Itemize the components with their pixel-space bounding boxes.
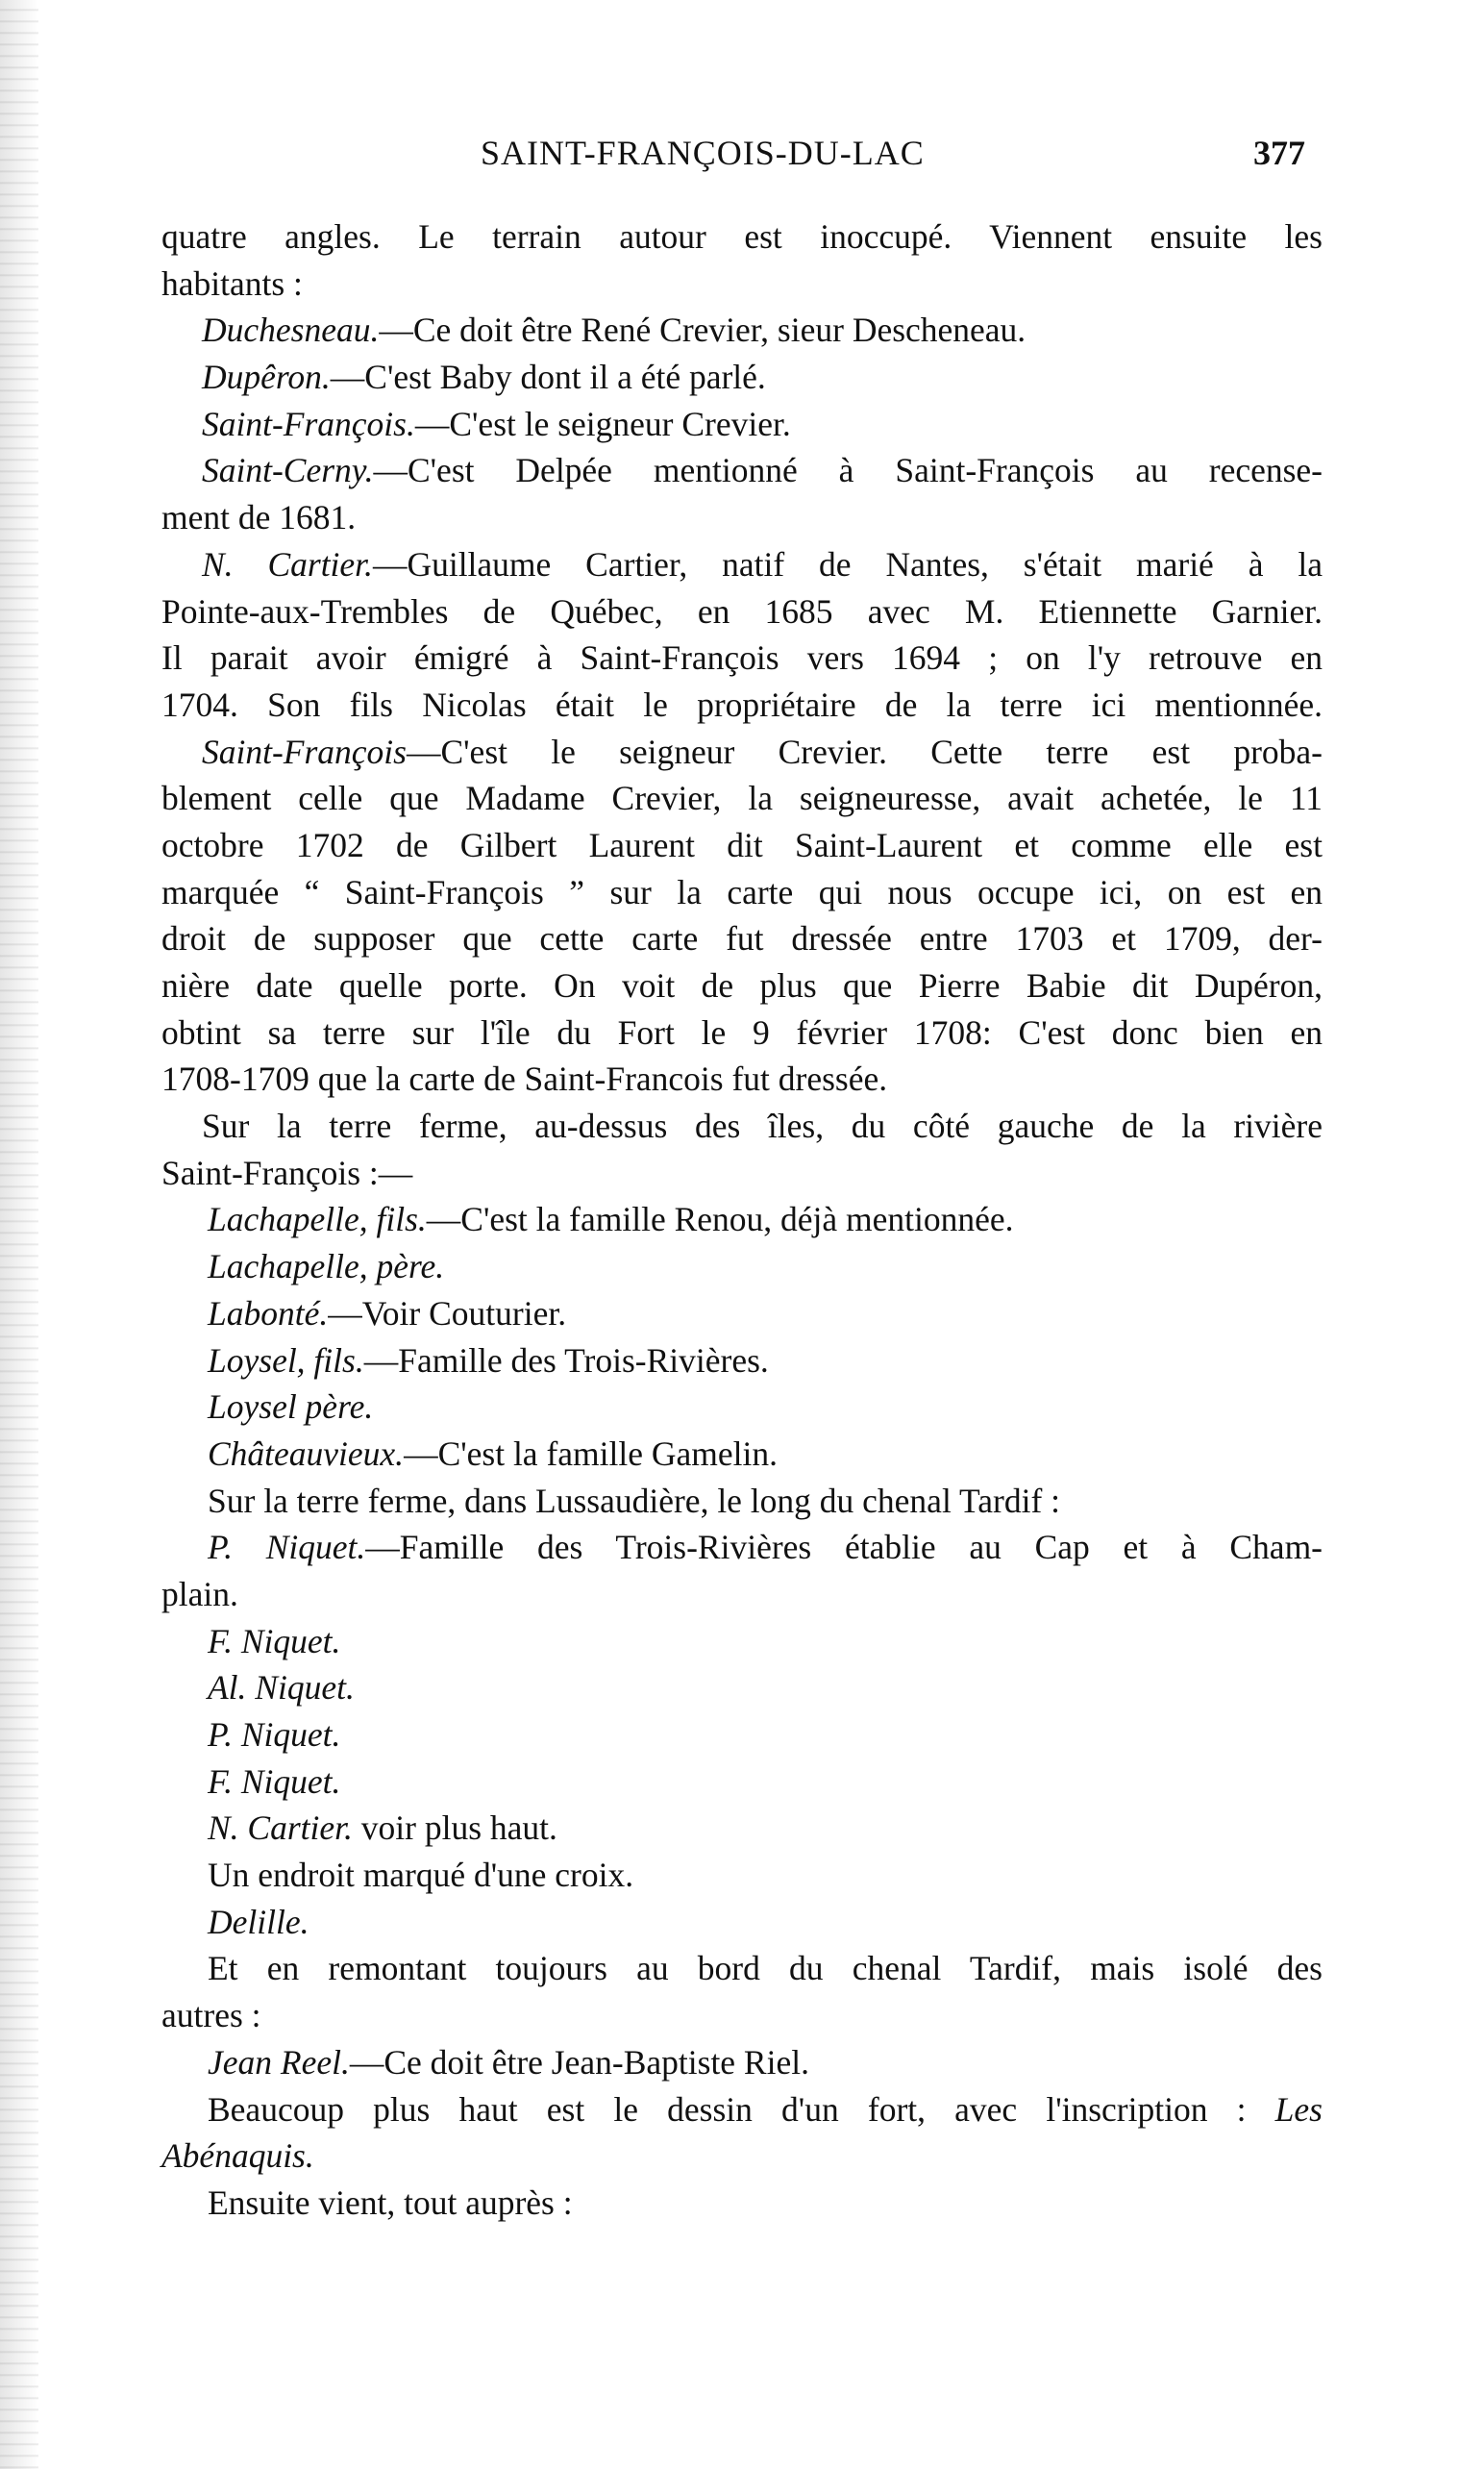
line-text: plain.	[161, 1574, 238, 1613]
text-line	[161, 635, 1323, 682]
entry-name: Les	[1274, 2089, 1323, 2129]
text-line	[161, 1243, 1323, 1290]
text-line	[161, 1571, 1323, 1618]
text-line	[161, 447, 1323, 494]
text-line	[161, 1337, 1323, 1384]
text-line	[161, 1805, 1323, 1852]
page-header	[0, 133, 1484, 187]
text-line	[161, 729, 1323, 776]
text-line	[161, 588, 1323, 636]
scan-binding-edge	[0, 0, 38, 2469]
text-line	[161, 1056, 1323, 1103]
line-text: Sur la terre ferme, dans Lussaudière, le long du chenal Tardif :	[208, 1481, 1060, 1520]
text-line	[161, 541, 1323, 588]
text-line	[161, 1290, 1323, 1337]
line-text: blement celle que Madame Crevier, la seigneuresse, avait achetée, le 11	[161, 779, 1323, 818]
line-text: Saint-François :—	[161, 1153, 413, 1192]
line-text: autres :	[161, 1996, 261, 2035]
line-text: obtint sa terre sur l'île du Fort le 9 février 1708: C'est donc bien en	[161, 1012, 1323, 1052]
entry-name: N. Cartier.	[202, 544, 373, 584]
running-title: SAINT-FRANÇOIS-DU-LAC	[481, 134, 925, 172]
entry-name: Saint-François	[202, 732, 407, 771]
line-text: —Ce doit être René Crevier, sieur Descheneau.	[379, 311, 1026, 350]
line-text: 1708-1709 que la carte de Saint-Francois fut dressée.	[161, 1060, 888, 1099]
line-text: Sur la terre ferme, au-dessus des îles, du côté gauche de la rivière	[202, 1107, 1323, 1146]
text-line	[161, 962, 1323, 1010]
entry-name: Jean Reel.	[208, 2042, 350, 2082]
line-text: —C'est le seigneur Crevier.	[414, 404, 791, 443]
line-text: —Guillaume Cartier, natif de Nantes, s'était marié à la	[372, 544, 1323, 584]
line-text: —Famille des Trois-Rivières établie au Cap et à Cham-	[365, 1528, 1323, 1567]
text-line	[161, 401, 1323, 448]
entry-name: P. Niquet.	[208, 1528, 366, 1567]
entry-name: Duchesneau.	[202, 311, 380, 350]
entry-name: P. Niquet.	[208, 1715, 341, 1754]
text-line	[161, 2039, 1323, 2086]
entry-name: Châteauvieux.	[208, 1434, 405, 1473]
text-line	[161, 2132, 1323, 2180]
line-text: habitants :	[161, 263, 303, 303]
line-text: Il parait avoir émigré à Saint-François vers 1694 ; on l'y retrouve en	[161, 638, 1323, 678]
text-line	[161, 682, 1323, 729]
text-line	[161, 1945, 1323, 1992]
entry-name: F. Niquet.	[208, 1621, 341, 1660]
entry-name: Loysel, fils.	[208, 1340, 364, 1380]
text-line	[161, 775, 1323, 822]
line-text: Et en remontant toujours au bord du chenal Tardif, mais isolé des	[208, 1949, 1323, 1988]
text-line	[161, 354, 1323, 401]
line-text: 1704. Son fils Nicolas était le propriétaire de la terre ici mentionnée.	[161, 685, 1323, 724]
entry-name: Saint-François.	[202, 404, 415, 443]
line-text: —Famille des Trois-Rivières.	[363, 1340, 769, 1380]
page-number: 377	[1253, 134, 1305, 172]
text-line	[161, 1992, 1323, 2039]
entry-name: Saint-Cerny.	[202, 451, 374, 490]
line-text: quatre angles. Le terrain autour est inoccupé. Viennent ensuite les	[161, 217, 1323, 256]
line-text: droit de supposer que cette carte fut dressée entre 1703 et 1709, der-	[161, 919, 1323, 959]
entry-name: N. Cartier.	[208, 1808, 353, 1848]
line-text: Un endroit marqué d'une croix.	[208, 1856, 634, 1895]
line-text: octobre 1702 de Gilbert Laurent dit Saint-Laurent et comme elle est	[161, 825, 1323, 864]
text-line	[161, 1196, 1323, 1243]
text-line	[161, 2086, 1323, 2133]
body-text	[161, 213, 1323, 2227]
entry-name: Delille.	[208, 1902, 309, 1941]
text-line	[161, 1431, 1323, 1478]
line-text: —C'est la famille Gamelin.	[404, 1434, 778, 1473]
text-line	[161, 494, 1323, 541]
line-text: marquée “ Saint-François ” sur la carte qui nous occupe ici, on est en	[161, 872, 1323, 911]
entry-name: Loysel père.	[208, 1387, 374, 1427]
text-line	[161, 1524, 1323, 1571]
text-line	[161, 915, 1323, 962]
entry-name: Al. Niquet.	[208, 1668, 355, 1708]
text-line	[161, 1711, 1323, 1758]
text-line	[161, 307, 1323, 354]
line-text: —C'est Baby dont il a été parlé.	[330, 358, 766, 397]
text-line	[161, 822, 1323, 869]
line-text: Ensuite vient, tout auprès :	[208, 2182, 573, 2222]
text-line	[161, 1150, 1323, 1197]
text-line	[161, 1664, 1323, 1711]
text-line	[161, 213, 1323, 261]
line-text: Pointe-aux-Trembles de Québec, en 1685 avec M. Etiennette Garnier.	[161, 591, 1323, 631]
entry-name: Lachapelle, fils.	[208, 1200, 427, 1239]
text-line	[161, 869, 1323, 916]
text-line	[161, 1384, 1323, 1431]
entry-name: Abénaquis.	[161, 2136, 314, 2176]
entry-name: F. Niquet.	[208, 1761, 341, 1801]
line-text: Beaucoup plus haut est le dessin d'un fort, avec l'inscription :	[208, 2089, 1247, 2129]
text-line	[161, 261, 1323, 308]
line-text: —C'est le seigneur Crevier. Cette terre est proba-	[406, 732, 1323, 771]
line-text: —Ce doit être Jean-Baptiste Riel.	[349, 2042, 809, 2082]
line-text: —C'est la famille Renou, déjà mentionnée.	[426, 1200, 1014, 1239]
line-text: ment de 1681.	[161, 498, 357, 537]
entry-name: Lachapelle, père.	[208, 1247, 445, 1286]
text-line	[161, 1899, 1323, 1946]
line-text: —C'est Delpée mentionné à Saint-François au recense-	[373, 451, 1323, 490]
entry-name: Labonté.	[208, 1293, 329, 1333]
line-text: nière date quelle porte. On voit de plus que Pierre Babie dit Dupéron,	[161, 966, 1323, 1005]
line-text: —Voir Couturier.	[328, 1293, 567, 1333]
text-line	[161, 1103, 1323, 1150]
text-line	[161, 1852, 1323, 1899]
line-text: voir plus haut.	[352, 1808, 557, 1848]
text-line	[161, 2180, 1323, 2227]
text-line	[161, 1618, 1323, 1665]
text-line	[161, 1478, 1323, 1525]
text-line	[161, 1758, 1323, 1806]
text-line	[161, 1010, 1323, 1057]
entry-name: Dupêron.	[202, 358, 331, 397]
